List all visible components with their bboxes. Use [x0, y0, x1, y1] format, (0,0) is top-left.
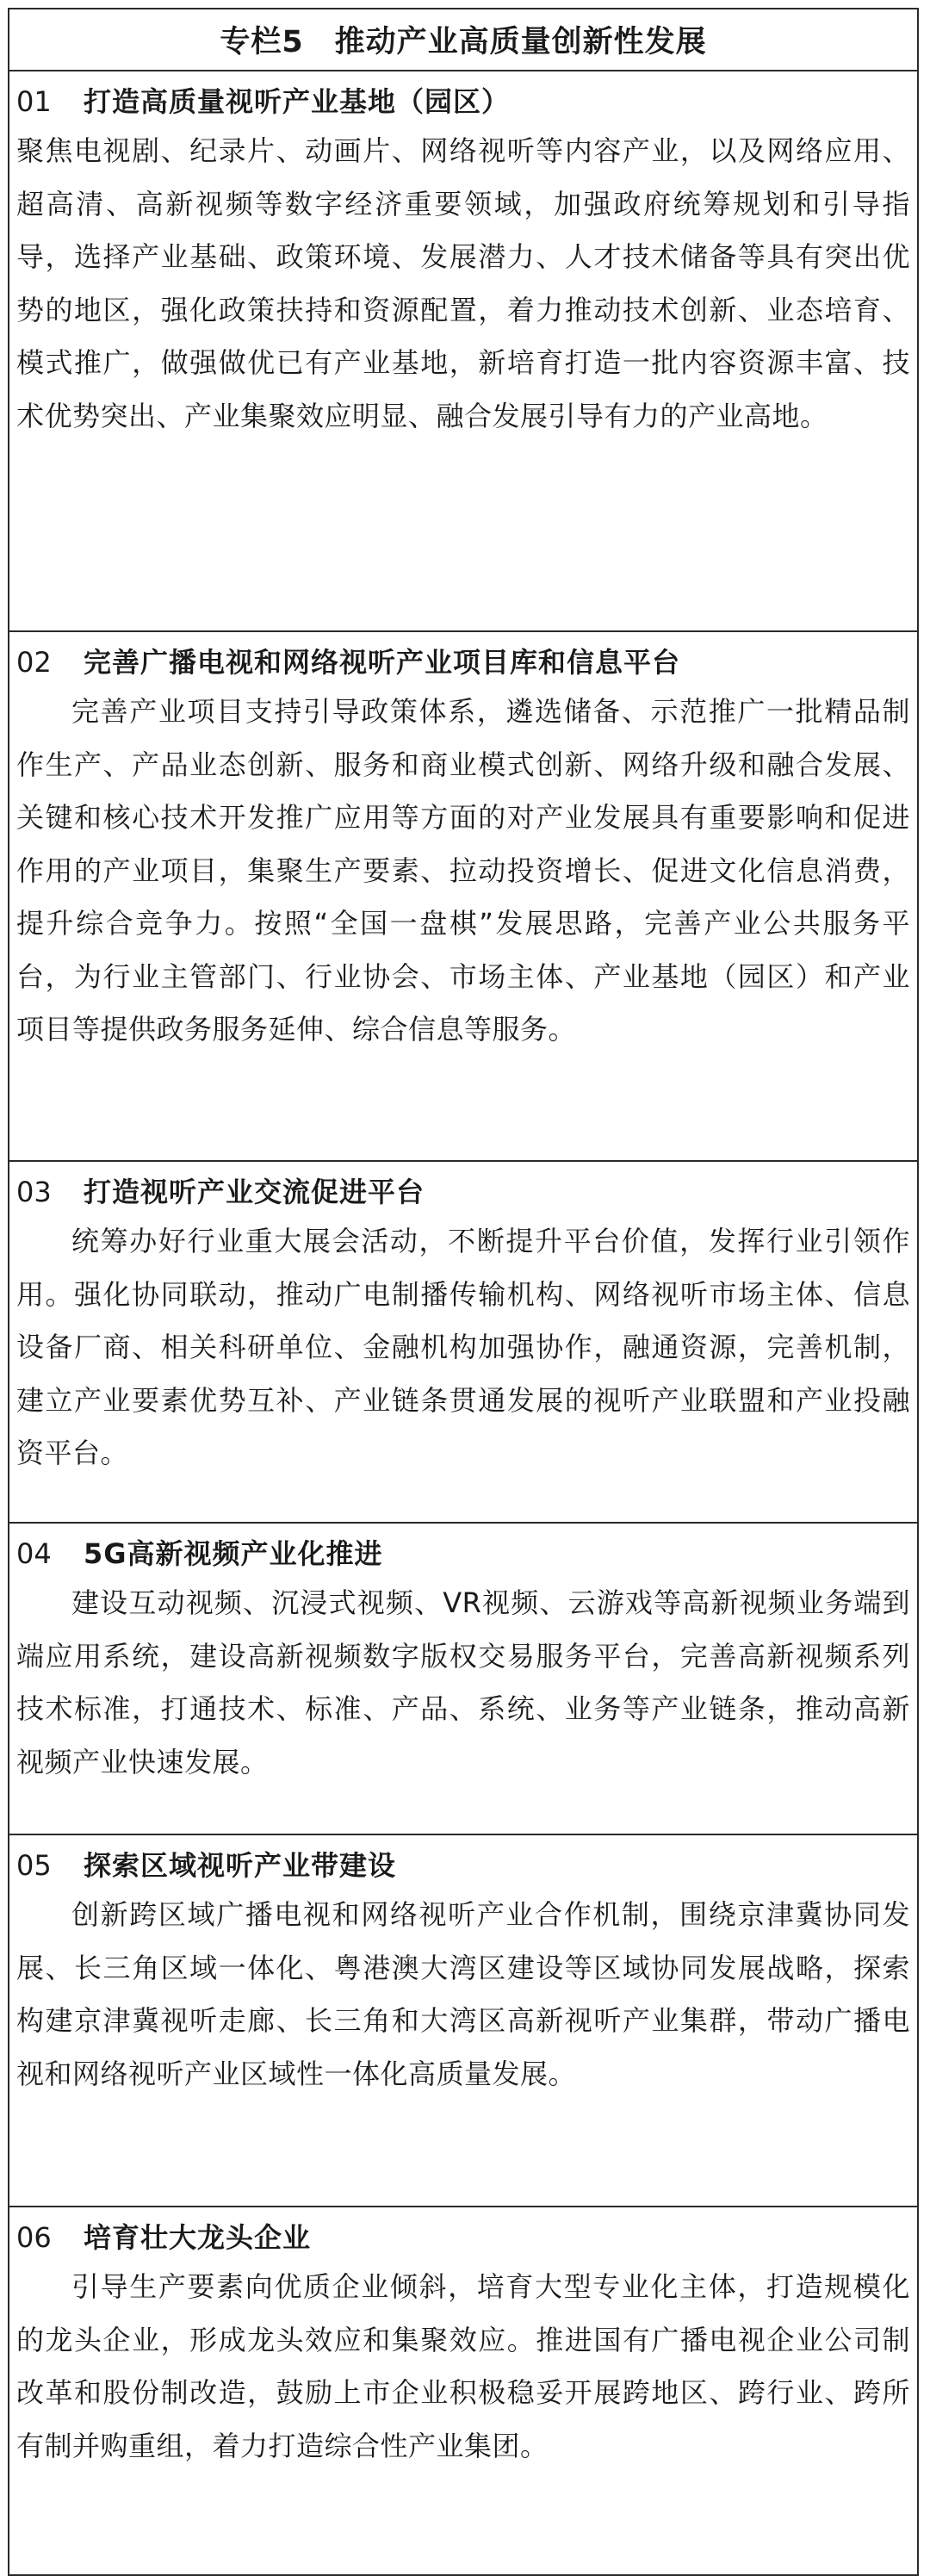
section-body: 建设互动视频、沉浸式视频、VR视频、云游戏等高新视频业务端到端应用系统，建设高新视频数字版权交易服务平台，完善高新视频系列技术标准，打通技术、标准、产品、系统、业务等产业链条，推动高新视频产业快速发展。 — [16, 1586, 910, 1778]
section-heading — [16, 2214, 910, 2261]
section-number: 05 — [16, 1849, 52, 1882]
section-05 — [9, 1835, 917, 2207]
section-number: 02 — [16, 646, 52, 679]
box-title: 专栏5 推动产业高质量创新性发展 — [9, 9, 917, 71]
section-title: 打造高质量视听产业基地（园区） — [84, 85, 511, 118]
section-01 — [9, 71, 917, 632]
section-03 — [9, 1162, 917, 1524]
section-number: 04 — [16, 1537, 52, 1570]
section-number: 03 — [16, 1176, 52, 1208]
section-heading — [16, 1169, 910, 1215]
section-number: 01 — [16, 85, 52, 118]
section-04 — [9, 1524, 917, 1835]
section-body: 创新跨区域广播电视和网络视听产业合作机制，围绕京津冀协同发展、长三角区域一体化、粤港澳大湾区建设等区域协同发展战略，探索构建京津冀视听走廊、长三角和大湾区高新视听产业集群，带动广播电视和网络视听产业区域性一体化高质量发展。 — [16, 1898, 910, 2090]
section-heading — [16, 1842, 910, 1889]
section-body: 引导生产要素向优质企业倾斜，培育大型专业化主体，打造规模化的龙头企业，形成龙头效应和集聚效应。推进国有广播电视企业公司制改革和股份制改造，鼓励上市企业积极稳妥开展跨地区、跨行业、跨所有制并购重组，着力打造综合性产业集团。 — [16, 2270, 910, 2462]
section-02 — [9, 632, 917, 1162]
feature-box — [8, 8, 919, 2576]
section-number: 06 — [16, 2221, 52, 2254]
section-title: 完善广播电视和网络视听产业项目库和信息平台 — [84, 646, 681, 679]
section-title: 5G高新视频产业化推进 — [84, 1537, 383, 1570]
section-body: 统筹办好行业重大展会活动，不断提升平台价值，发挥行业引领作用。强化协同联动，推动广电制播传输机构、网络视听市场主体、信息设备厂商、相关科研单位、金融机构加强协作，融通资源，完善机制，建立产业要素优势互补、产业链条贯通发展的视听产业联盟和产业投融资平台。 — [16, 1225, 910, 1469]
section-06 — [9, 2207, 917, 2574]
section-title: 培育壮大龙头企业 — [84, 2221, 312, 2254]
section-heading — [16, 639, 910, 686]
section-title: 探索区域视听产业带建设 — [84, 1849, 397, 1882]
section-body: 完善产业项目支持引导政策体系，遴选储备、示范推广一批精品制作生产、产品业态创新、服务和商业模式创新、网络升级和融合发展、关键和核心技术开发推广应用等方面的对产业发展具有重要影响和促进作用的产业项目，集聚生产要素、拉动投资增长、促进文化信息消费，提升综合竞争力。按照“全国一盘棋”发展思路，完善产业公共服务平台，为行业主管部门、行业协会、市场主体、产业基地（园区）和产业项目等提供政务服务延伸、综合信息等服务。 — [16, 695, 910, 1046]
section-heading — [16, 78, 910, 125]
section-body: 聚焦电视剧、纪录片、动画片、网络视听等内容产业，以及网络应用、超高清、高新视频等数字经济重要领域，加强政府统筹规划和引导指导，选择产业基础、政策环境、发展潜力、人才技术储备等具有突出优势的地区，强化政策扶持和资源配置，着力推动技术创新、业态培育、模式推广，做强做优已有产业基地，新培育打造一批内容资源丰富、技术优势突出、产业集聚效应明显、融合发展引导有力的产业高地。 — [16, 134, 910, 432]
section-heading — [16, 1530, 910, 1577]
section-title: 打造视听产业交流促进平台 — [84, 1176, 425, 1208]
